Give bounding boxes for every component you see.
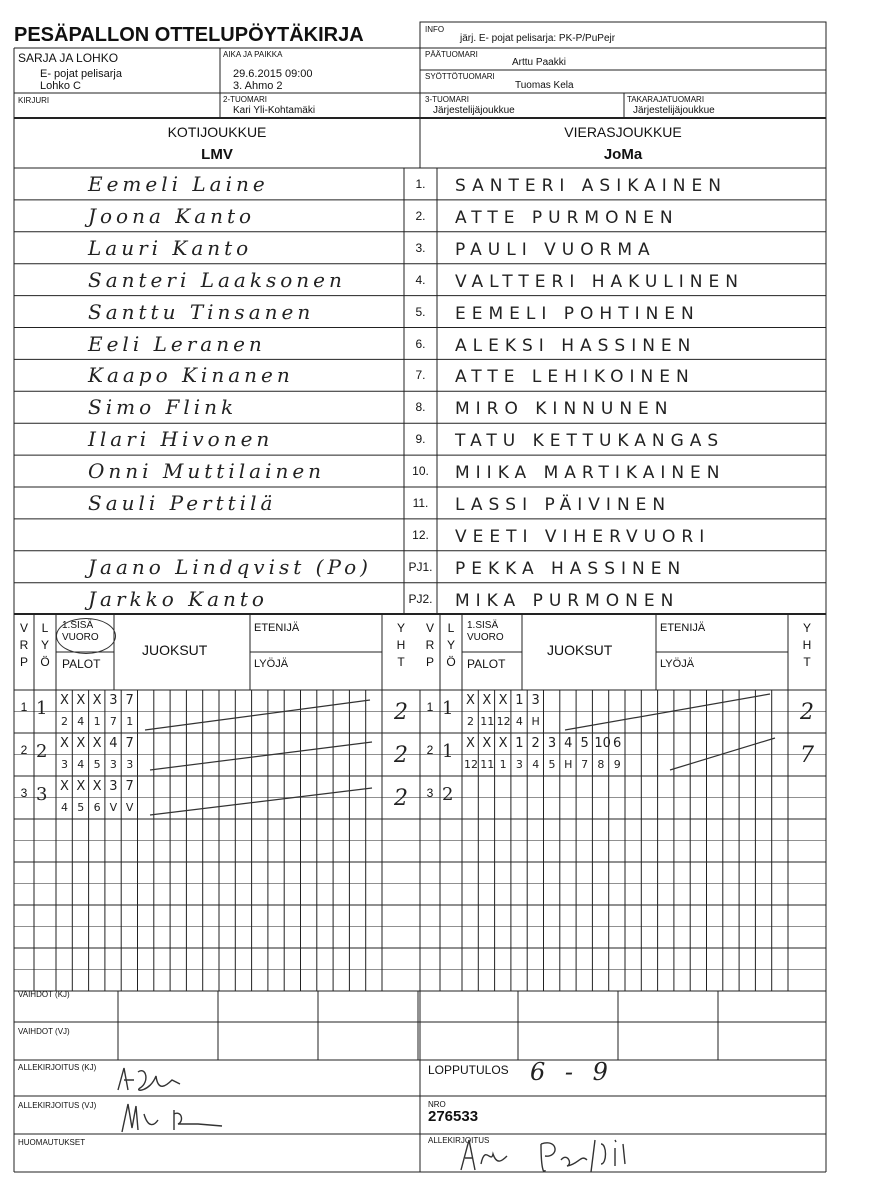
away-inning-cell-bottom: 8 bbox=[597, 757, 605, 771]
home-etenija-header: ETENIJÄ bbox=[254, 622, 300, 634]
away-inning-cell-top: X bbox=[482, 736, 492, 751]
signature-kj bbox=[110, 1062, 190, 1102]
away-inning-cell-top: 4 bbox=[564, 736, 573, 751]
away-inning-vrp: 1 bbox=[426, 700, 434, 714]
nro-value: 276533 bbox=[428, 1108, 479, 1125]
away-inning-cell-bottom: 12 bbox=[464, 757, 478, 771]
home-inning-cell-top: 7 bbox=[125, 693, 134, 708]
away-inning-cell-top: 1 bbox=[515, 736, 524, 751]
vaihdot-vj-label: VAIHDOT (VJ) bbox=[18, 1027, 70, 1036]
tuomari3-value: Järjestelijäjoukkue bbox=[433, 105, 515, 116]
home-player-name: Lauri Kanto bbox=[88, 235, 253, 260]
away-inning-cell-top: 3 bbox=[531, 693, 540, 708]
away-inning-cell-bottom: H bbox=[531, 714, 540, 728]
away-palot-header: PALOT bbox=[467, 657, 506, 671]
away-yht-header: Y H T bbox=[802, 621, 812, 669]
home-inning-yht: 2 bbox=[394, 743, 408, 768]
away-player-name: TATU KETTUKANGAS bbox=[455, 431, 725, 452]
away-inning-lyo: 1 bbox=[442, 698, 454, 719]
away-inning-cell-bottom: 4 bbox=[532, 757, 540, 771]
away-inning-cell-top: 2 bbox=[531, 736, 540, 751]
kirjuri-label: KIRJURI bbox=[18, 96, 50, 105]
home-inning-lyo: 3 bbox=[36, 784, 48, 805]
away-player-name: ATTE LEHIKOINEN bbox=[455, 367, 695, 388]
tuomari3-label: 3-TUOMARI bbox=[425, 95, 469, 104]
away-player-name: SANTERI ASIKAINEN bbox=[455, 176, 727, 196]
home-inning-cell-top: X bbox=[92, 736, 102, 751]
sarja-line1: E- pojat pelisarja bbox=[40, 68, 122, 80]
syotto-value: Tuomas Kela bbox=[515, 80, 574, 91]
away-etenija-header: ETENIJÄ bbox=[660, 622, 706, 634]
home-inning-cell-top: 7 bbox=[125, 779, 134, 794]
taka-label: TAKARAJATUOMARI bbox=[627, 95, 705, 104]
home-player-name: Santeri Laaksonen bbox=[88, 267, 346, 292]
home-inning-cell-top: X bbox=[76, 736, 86, 751]
home-inning-cell-bottom: 4 bbox=[77, 757, 85, 771]
roster-number: 5. bbox=[415, 304, 426, 319]
roster-number: 4. bbox=[415, 272, 426, 287]
home-inning-yht: 2 bbox=[394, 786, 408, 811]
home-inning-cell-top: 7 bbox=[125, 736, 134, 751]
home-inning-cell-top: 3 bbox=[109, 693, 118, 708]
away-inning-lyo: 2 bbox=[442, 784, 454, 805]
away-inning-cell-bottom: 4 bbox=[515, 714, 523, 728]
scribble-stroke bbox=[150, 742, 372, 770]
home-player-name: Eemeli Laine bbox=[88, 172, 269, 196]
home-yht-header: Y H T bbox=[396, 621, 406, 669]
away-inning-cell-bottom: H bbox=[564, 757, 573, 771]
home-inning-cell-bottom: 4 bbox=[61, 800, 68, 814]
away-inning-cell-bottom: 9 bbox=[613, 757, 621, 771]
away-juoksut-header: JUOKSUT bbox=[547, 642, 613, 658]
tuomari2-label: 2-TUOMARI bbox=[223, 95, 267, 104]
home-inning-yht: 2 bbox=[394, 700, 408, 725]
home-inning-cell-bottom: 3 bbox=[126, 757, 134, 771]
roster-number: 1. bbox=[415, 177, 426, 191]
home-inning-cell-bottom: 3 bbox=[109, 757, 117, 771]
roster-number: PJ2. bbox=[408, 591, 433, 606]
aika-line1: 29.6.2015 09:00 bbox=[233, 68, 313, 80]
home-inning-cell-bottom: 7 bbox=[109, 714, 117, 728]
signature-main bbox=[455, 1134, 645, 1178]
home-inning-cell-top: X bbox=[76, 779, 86, 794]
away-inning-vrp: 2 bbox=[426, 743, 434, 757]
signature-vj bbox=[118, 1098, 228, 1138]
away-player-name: MIRO KINNUNEN bbox=[455, 399, 674, 420]
away-inning-yht: 7 bbox=[800, 743, 814, 768]
away-inning-cell-bottom: 2 bbox=[467, 714, 474, 728]
roster-number: 3. bbox=[415, 240, 426, 255]
paatuomari-value: Arttu Paakki bbox=[512, 57, 566, 68]
away-inning-lyo: 1 bbox=[442, 741, 454, 762]
home-inning-cell-top: X bbox=[76, 693, 86, 708]
roster-number: PJ1. bbox=[408, 559, 433, 574]
lopputulos-label: LOPPUTULOS bbox=[428, 1063, 509, 1077]
home-inning-cell-bottom: V bbox=[109, 800, 118, 814]
vaihdot-kj-label: VAIHDOT (KJ) bbox=[18, 990, 70, 999]
allekirjoitus-vj-label: ALLEKIRJOITUS (VJ) bbox=[18, 1101, 97, 1110]
home-sisa-header: 1.SISÄ VUORO bbox=[62, 620, 99, 643]
home-lyoja-header: LYÖJÄ bbox=[254, 658, 289, 670]
away-inning-cell-top: 1 bbox=[515, 693, 524, 708]
home-player-name: Onni Muttilainen bbox=[88, 459, 326, 484]
home-player-name: Eeli Leranen bbox=[88, 331, 266, 356]
info-value: järj. E- pojat pelisarja: PK-P/PuPejr bbox=[460, 33, 616, 44]
home-inning-cell-top: X bbox=[60, 693, 69, 708]
roster-number: 12. bbox=[412, 527, 429, 542]
home-inning-vrp: 2 bbox=[20, 743, 28, 757]
paatuomari-label: PÄÄTUOMARI bbox=[425, 50, 478, 59]
home-sisa-circle bbox=[56, 618, 116, 654]
home-inning-cell-top: X bbox=[92, 779, 102, 794]
home-player-name: Jaano Lindqvist (Po) bbox=[88, 554, 372, 579]
home-lyo-header: L Y Ö bbox=[40, 621, 50, 669]
roster-number: 11. bbox=[412, 496, 429, 510]
home-inning-cell-bottom: 2 bbox=[61, 714, 68, 728]
home-inning-cell-top: X bbox=[92, 693, 102, 708]
away-inning-cell-top: X bbox=[466, 693, 475, 708]
sarja-label: SARJA JA LOHKO bbox=[18, 51, 119, 65]
home-inning-cell-top: X bbox=[60, 736, 69, 751]
home-player-name: Ilari Hivonen bbox=[88, 427, 274, 452]
home-inning-cell-bottom: 4 bbox=[77, 714, 85, 728]
form-title: PESÄPALLON OTTELUPÖYTÄKIRJA bbox=[14, 24, 364, 46]
away-player-name: VEETI VIHERVUORI bbox=[455, 526, 711, 547]
away-lyoja-header: LYÖJÄ bbox=[660, 658, 695, 670]
home-inning-cell-bottom: 3 bbox=[61, 757, 68, 771]
away-inning-cell-top: 10 bbox=[594, 736, 611, 751]
roster-number: 10. bbox=[412, 464, 429, 479]
home-inning-lyo: 2 bbox=[36, 741, 48, 762]
home-player-name: Jarkko Kanto bbox=[88, 586, 268, 611]
away-inning-yht: 2 bbox=[800, 700, 814, 725]
home-player-name: Joona Kanto bbox=[88, 203, 256, 228]
nro-label: NRO bbox=[428, 1100, 446, 1109]
away-inning-cell-top: 5 bbox=[580, 736, 589, 751]
away-vrp-header: V R P bbox=[425, 621, 435, 669]
away-lyo-header: L Y Ö bbox=[446, 621, 456, 669]
home-team-label: KOTIJOUKKUE bbox=[167, 124, 267, 140]
home-inning-cell-bottom: 5 bbox=[93, 757, 101, 771]
scribble-stroke bbox=[150, 788, 372, 815]
away-inning-cell-bottom: 1 bbox=[499, 757, 507, 771]
away-team-label: VIERASJOUKKUE bbox=[564, 124, 682, 140]
away-inning-cell-bottom: 7 bbox=[581, 757, 589, 771]
home-inning-cell-top: X bbox=[60, 779, 69, 794]
away-player-name: MIKA PURMONEN bbox=[455, 590, 680, 611]
away-inning-cell-top: X bbox=[466, 736, 475, 751]
away-inning-cell-bottom: 11 bbox=[480, 757, 495, 771]
home-player-name: Sauli Perttilä bbox=[88, 491, 277, 515]
away-player-name: VALTTERI HAKULINEN bbox=[455, 271, 744, 292]
away-player-name: ATTE PURMONEN bbox=[455, 207, 679, 228]
home-inning-cell-bottom: 6 bbox=[93, 800, 101, 814]
roster-number: 6. bbox=[415, 336, 426, 351]
away-inning-cell-bottom: 11 bbox=[480, 714, 495, 728]
away-inning-cell-top: X bbox=[498, 693, 508, 708]
home-inning-cell-top: 3 bbox=[109, 779, 118, 794]
home-inning-cell-bottom: 1 bbox=[93, 714, 101, 728]
home-team-name: LMV bbox=[201, 146, 233, 163]
info-label: INFO bbox=[425, 25, 445, 34]
roster-number: 2. bbox=[415, 208, 426, 223]
away-inning-cell-top: X bbox=[498, 736, 508, 751]
home-player-name: Kaapo Kinanen bbox=[88, 363, 294, 388]
home-player-name: Simo Flink bbox=[88, 395, 238, 420]
lopputulos-value: 6 - 9 bbox=[530, 1058, 614, 1086]
home-juoksut-header: JUOKSUT bbox=[142, 642, 208, 658]
away-inning-cell-top: 3 bbox=[547, 736, 557, 751]
roster-number: 9. bbox=[415, 432, 426, 447]
sarja-line2: Lohko C bbox=[40, 80, 81, 92]
home-vrp-header: V R P bbox=[19, 621, 29, 669]
home-inning-lyo: 1 bbox=[36, 698, 48, 719]
home-inning-cell-bottom: 1 bbox=[126, 714, 134, 728]
taka-value: Järjestelijäjoukkue bbox=[633, 105, 715, 116]
away-sisa-header: 1.SISÄ VUORO bbox=[467, 620, 504, 643]
roster-number: 7. bbox=[415, 368, 426, 383]
home-inning-vrp: 1 bbox=[20, 700, 28, 714]
huomautukset-label: HUOMAUTUKSET bbox=[18, 1138, 86, 1147]
home-inning-cell-top: 4 bbox=[109, 736, 118, 751]
home-inning-cell-bottom: 5 bbox=[77, 800, 85, 814]
away-player-name: LASSI PÄIVINEN bbox=[455, 495, 672, 515]
away-player-name: EEMELI POHTINEN bbox=[455, 303, 700, 324]
away-inning-cell-bottom: 5 bbox=[548, 757, 556, 771]
home-player-name: Santtu Tinsanen bbox=[88, 299, 315, 324]
away-player-name: ALEKSI HASSINEN bbox=[455, 335, 697, 356]
home-palot-header: PALOT bbox=[62, 657, 101, 671]
away-player-name: PEKKA HASSINEN bbox=[455, 558, 687, 579]
away-inning-cell-top: 6 bbox=[613, 736, 622, 751]
away-inning-cell-top: X bbox=[482, 693, 492, 708]
aika-line2: 3. Ahmo 2 bbox=[233, 80, 283, 92]
away-inning-cell-bottom: 3 bbox=[515, 757, 523, 771]
syotto-label: SYÖTTÖTUOMARI bbox=[425, 72, 495, 81]
home-inning-cell-bottom: V bbox=[125, 800, 134, 814]
tuomari2-value: Kari Yli-Kohtamäki bbox=[233, 105, 316, 116]
away-team-name: JoMa bbox=[603, 146, 643, 163]
aika-label: AIKA JA PAIKKA bbox=[223, 50, 283, 59]
allekirjoitus-label: ALLEKIRJOITUS bbox=[428, 1136, 490, 1145]
away-player-name: MIIKA MARTIKAINEN bbox=[455, 463, 726, 484]
away-player-name: PAULI VUORMA bbox=[455, 239, 656, 260]
scribble-stroke bbox=[145, 700, 370, 730]
allekirjoitus-kj-label: ALLEKIRJOITUS (KJ) bbox=[18, 1063, 97, 1072]
home-inning-vrp: 3 bbox=[20, 786, 28, 800]
away-inning-vrp: 3 bbox=[426, 786, 434, 800]
away-inning-cell-bottom: 12 bbox=[496, 714, 511, 728]
roster-number: 8. bbox=[415, 400, 426, 415]
